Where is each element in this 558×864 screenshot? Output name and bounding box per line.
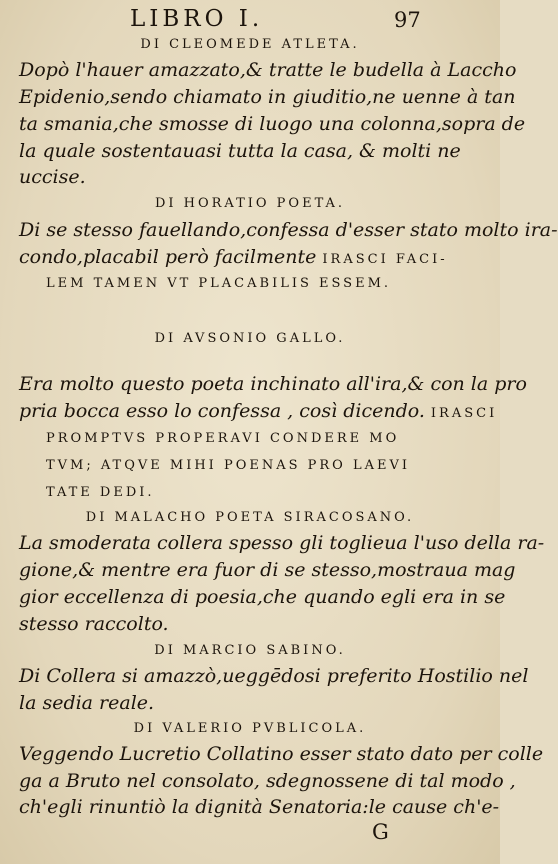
- text-line: Veggendo Lucretio Collatino esser stato dato per colle: [19, 743, 544, 765]
- text-line: [19, 400, 498, 422]
- section-heading-malacho: DI MALACHO POETA SIRACOSANO.: [85, 510, 415, 525]
- text-line: [19, 246, 481, 268]
- text-line: uccise.: [19, 166, 86, 188]
- latin-quote-line: TVM; ATQVE MIHI POENAS PRO LAEVI: [46, 458, 411, 473]
- text-line: ta smania,che smosse di luogo una colonna,sopra de: [19, 113, 526, 135]
- text-line: Dopò l'hauer amazzato,& tratte le budella à Laccho: [19, 59, 517, 81]
- text-line: stesso raccolto.: [19, 613, 169, 635]
- text-line: Epidenio,sendo chiamato in giuditio,ne uenne à tan: [19, 86, 516, 108]
- section-heading-valerio: DI VALERIO PVBLICOLA.: [133, 721, 367, 736]
- text-span: pria bocca esso lo confessa , così dicendo.: [19, 400, 425, 422]
- text-span: condo,placabil però facilmente: [19, 246, 317, 268]
- text-line: ga a Bruto nel consolato, sdegnossene di tal modo ,: [19, 770, 516, 792]
- latin-quote: IRASCI FACI-: [322, 252, 448, 267]
- text-line: ch'egli rinuntiò la dignità Senatoria:le cause ch'e-: [19, 796, 500, 818]
- text-line: gior eccellenza di poesia,che quando egli era in se: [19, 586, 506, 608]
- text-line: gione,& mentre era fuor di se stesso,mostraua mag: [19, 559, 516, 581]
- text-line: Di se stesso fauellando,confessa d'esser stato molto ira-: [19, 219, 558, 241]
- running-head: [0, 6, 500, 34]
- section-heading-horatio: DI HORATIO POETA.: [154, 196, 346, 211]
- section-heading-ausonio: DI AVSONIO GALLO.: [154, 331, 346, 346]
- section-heading-cleomede: DI CLEOMEDE ATLETA.: [140, 37, 360, 52]
- latin-quote-line: LEM TAMEN VT PLACABILIS ESSEM.: [46, 276, 392, 291]
- text-line: La smoderata collera spesso gli toglieua l'uso della ra-: [19, 532, 545, 554]
- signature-mark: G: [372, 820, 389, 844]
- latin-quote-line: TATE DEDI.: [46, 485, 155, 500]
- section-heading-marcio: DI MARCIO SABINO.: [154, 643, 346, 658]
- latin-quote: IRASCI: [430, 406, 498, 421]
- running-head-title: LIBRO I.: [130, 6, 264, 32]
- latin-quote-line: PROMPTVS PROPERAVI CONDERE MO: [46, 431, 400, 446]
- text-line: Di Collera si amazzò,ueggēdosi preferito Hostilio nel: [19, 665, 529, 687]
- text-line: la sedia reale.: [19, 692, 155, 714]
- text-line: Era molto questo poeta inchinato all'ira,& con la pro: [19, 373, 527, 395]
- page-number: 97: [394, 8, 421, 32]
- text-line: la quale sostentauasi tutta la casa, & molti ne: [19, 140, 461, 162]
